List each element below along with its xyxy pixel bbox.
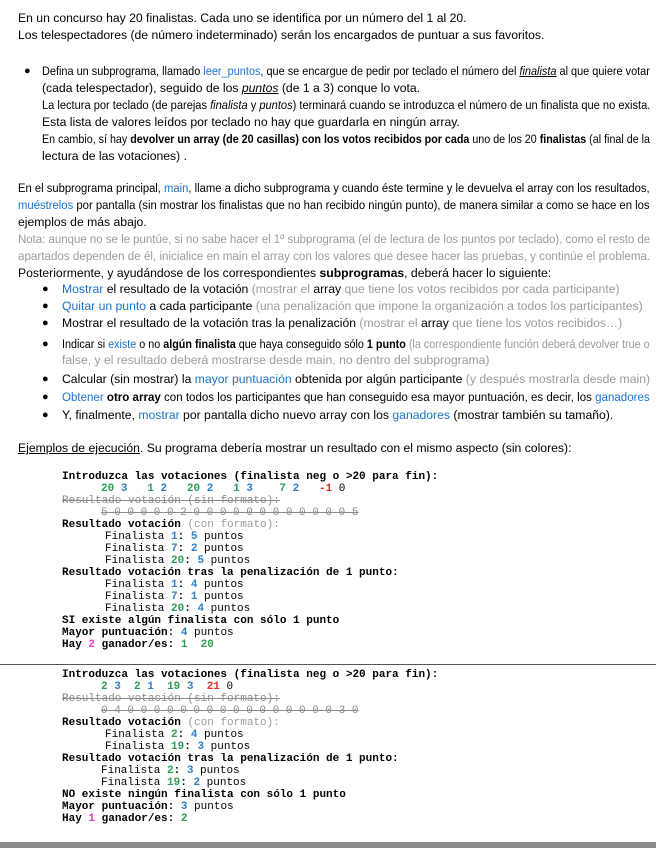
task1-line-3: La lectura por teclado (de parejas finalista y puntos) terminará cuando se introduzca el número de un finalista que no exista. <box>42 98 651 112</box>
main-line-4: Posteriormente, y ayudándose de los correspondientes subprogramas, deberá hacer lo siguiente: <box>18 266 552 280</box>
ex1-input: 20 3 1 2 20 2 1 3 7 2 -1 0 <box>101 483 346 495</box>
ex2-exists-line: NO existe ningún finalista con sólo 1 punto <box>62 789 346 801</box>
ex2-sinformato-label: Resultado votación (sin formato): <box>62 693 280 705</box>
ex1-penalty-row: Finalista 20: 4 puntos <box>105 603 251 615</box>
ex2-result-row: Finalista 2: 4 puntos <box>105 729 244 741</box>
ex1-prompt: Introduzca las votaciones (finalista neg o >20 para fin): <box>62 471 439 483</box>
note-line-2: apartados dependen de él, inicialice en main el array con los valores que desee hacer las pruebas, y continúe el problema. <box>18 249 651 263</box>
ex2-raw-array: 0 4 0 0 0 0 0 0 0 0 0 0 0 0 0 0 0 0 3 0 <box>101 705 359 717</box>
bullet-dot-icon: ● <box>42 300 49 312</box>
ex1-penalty-row: Finalista 1: 4 puntos <box>105 579 244 591</box>
note-line-1: Nota: aunque no se le puntúe, si no sabe hacer el 1º subprograma (el de lectura de los puntos por teclado), como el resto de <box>18 232 651 246</box>
ex2-winners: Hay 1 ganador/es: 2 <box>62 813 188 825</box>
bullet-4-cont: false, y el resultado deberá mostrarse desde main, no dentro del subprograma) <box>62 353 490 367</box>
bullet-5: Calcular (sin mostrar) la mayor puntuación obtenida por algún participante (y después mostrarla desde main) <box>62 372 651 386</box>
page-bottom-bar <box>0 842 656 848</box>
ex2-result-row: Finalista 19: 3 puntos <box>105 741 251 753</box>
ex1-conformato-label: Resultado votación (con formato): <box>62 519 280 531</box>
ex1-sinformato-label: Resultado votación (sin formato): <box>62 495 280 507</box>
intro-line-1: En un concurso hay 20 finalistas. Cada uno se identifica por un número del 1 al 20. <box>18 11 467 25</box>
ex1-max-score: Mayor puntuación: 4 puntos <box>62 627 234 639</box>
ex1-result-row: Finalista 1: 5 puntos <box>105 531 244 543</box>
bullet-7: Y, finalmente, mostrar por pantalla dicho nuevo array con los ganadores (mostrar también su tamaño). <box>62 408 614 422</box>
task1-line-4: Esta lista de valores leídos por teclado no hay que guardarla en ningún array. <box>42 115 460 129</box>
ex2-penalty-label: Resultado votación tras la penalización de 1 punto: <box>62 753 399 765</box>
bullet-3: Mostrar el resultado de la votación tras la penalización (mostrar el array que tiene los votos recibidos…) <box>62 316 623 330</box>
task1-line-5: En cambio, sí hay devolver un array (de 20 casillas) con los votos recibidos por cada uno de los 20 finalistas (al final de la <box>42 132 650 146</box>
ex2-penalty-row: Finalista 19: 2 puntos <box>101 777 247 789</box>
task1-line-1: Defina un subprograma, llamado leer_puntos, que se encargue de pedir por teclado el número del finalista al que quiere votar <box>42 64 650 78</box>
intro-line-2: Los telespectadores (de número indeterminado) serán los encargados de puntuar a sus favoritos. <box>18 28 545 42</box>
ex2-conformato-label: Resultado votación (con formato): <box>62 717 280 729</box>
ex1-penalty-label: Resultado votación tras la penalización de 1 punto: <box>62 567 399 579</box>
bullet-dot-icon: ● <box>42 409 49 421</box>
ex2-max-score: Mayor puntuación: 3 puntos <box>62 801 234 813</box>
examples-divider <box>0 664 656 665</box>
ex1-result-row: Finalista 7: 2 puntos <box>105 543 244 555</box>
ex1-penalty-row: Finalista 7: 1 puntos <box>105 591 244 603</box>
task1-line-2: (cada telespectador), seguido de los puntos (de 1 a 3) conque lo vota. <box>42 81 421 95</box>
bullet-4: Indicar si existe o no algún finalista que haya conseguido sólo 1 punto (la correspondiente función deberá devolver true o <box>62 337 650 351</box>
bullet-2: Quitar un punto a cada participante (una penalización que impone la organización a todos los participantes) <box>62 299 643 313</box>
bullet-dot-icon: ● <box>42 283 49 295</box>
main-line-1: En el subprograma principal, main, llame a dicho subprograma y cuando éste termine y le devuelva el array con los resultados, <box>18 181 650 195</box>
ex2-input: 2 3 2 1 19 3 21 0 <box>101 681 234 693</box>
bullet-dot-icon: ● <box>42 373 49 385</box>
bullet-dot-icon: ● <box>42 391 49 403</box>
bullet-6: Obtener otro array con todos los participantes que han conseguido esa mayor puntuación, es decir, los ganadores <box>62 390 650 404</box>
examples-heading: Ejemplos de ejecución. Su programa debería mostrar un resultado con el mismo aspecto (sin colores): <box>18 441 572 455</box>
bullet-dot-icon: ● <box>24 65 31 77</box>
ex1-exists-line: SI existe algún finalista con sólo 1 punto <box>62 615 340 627</box>
main-line-3: ejemplos de más abajo. <box>18 215 147 229</box>
bullet-dot-icon: ● <box>42 317 49 329</box>
ex1-winners: Hay 2 ganador/es: 1 20 <box>62 639 214 651</box>
ex2-penalty-row: Finalista 2: 3 puntos <box>101 765 240 777</box>
ex2-prompt: Introduzca las votaciones (finalista neg o >20 para fin): <box>62 669 439 681</box>
main-line-2: muéstrelos por pantalla (sin mostrar los finalistas que no han recibido ningún punto), de manera similar a como se hace en los <box>18 198 650 212</box>
task1-line-6: lectura de las votaciones) . <box>42 149 187 163</box>
bullet-1: Mostrar el resultado de la votación (mostrar el array que tiene los votos recibidos por cada participante) <box>62 282 620 296</box>
ex1-raw-array: 5 0 0 0 0 0 2 0 0 0 0 0 0 0 0 0 0 0 0 5 <box>101 507 359 519</box>
ex1-result-row: Finalista 20: 5 puntos <box>105 555 251 567</box>
bullet-dot-icon: ● <box>42 338 49 350</box>
